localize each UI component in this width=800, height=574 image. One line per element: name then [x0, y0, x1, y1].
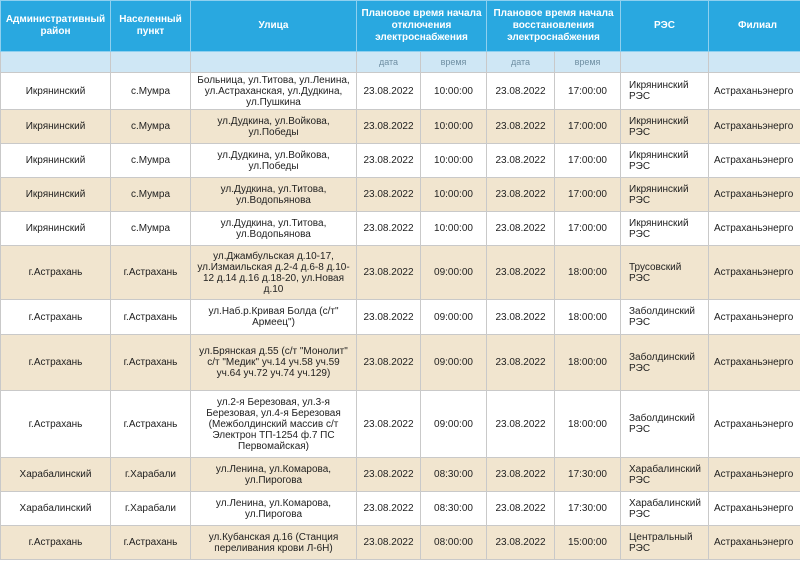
cell-street: ул.Дудкина, ул.Войкова, ул.Победы [191, 110, 357, 144]
cell-on-time: 17:00:00 [555, 212, 621, 246]
cell-res: Заболдинский РЭС [621, 335, 709, 391]
cell-settlement: г.Астрахань [111, 335, 191, 391]
cell-branch: Астраханьэнерго [709, 526, 800, 560]
cell-res: Харабалинский РЭС [621, 458, 709, 492]
cell-off-time: 10:00:00 [421, 144, 487, 178]
cell-branch: Астраханьэнерго [709, 335, 800, 391]
cell-branch: Астраханьэнерго [709, 391, 800, 458]
cell-branch: Астраханьэнерго [709, 110, 800, 144]
table-row [1, 300, 800, 335]
cell-street: ул.Дудкина, ул.Титова, ул.Водопьянова [191, 178, 357, 212]
cell-on-time: 17:00:00 [555, 178, 621, 212]
cell-res: Заболдинский РЭС [621, 391, 709, 458]
cell-off-time: 08:30:00 [421, 458, 487, 492]
cell-on-time: 15:00:00 [555, 526, 621, 560]
header-row [1, 1, 800, 52]
cell-res: Икрянинский РЭС [621, 212, 709, 246]
cell-street: ул.Наб.р.Кривая Болда (с/т" Армеец") [191, 300, 357, 335]
col-branch-header: Филиал [709, 1, 800, 52]
cell-off-time: 08:00:00 [421, 526, 487, 560]
cell-on-date: 23.08.2022 [487, 178, 555, 212]
cell-street: ул.Кубанская д.16 (Станция переливания крови Л-6Н) [191, 526, 357, 560]
subheader-on-date: дата [487, 52, 555, 73]
cell-street: ул.2-я Березовая, ул.3-я Березовая, ул.4-я Березовая (Межболдинский массив с/т Электрон ТП-1254 ф.7 ПС Первомайская) [191, 391, 357, 458]
cell-settlement: г.Астрахань [111, 391, 191, 458]
cell-off-time: 09:00:00 [421, 300, 487, 335]
cell-off-time: 09:00:00 [421, 391, 487, 458]
col-on-time-header: Плановое время начала восстановления электроснабжения [487, 1, 621, 52]
subheader-row [1, 52, 800, 73]
cell-district: Икрянинский [1, 178, 111, 212]
table-row [1, 246, 800, 300]
cell-off-date: 23.08.2022 [357, 492, 421, 526]
cell-on-time: 18:00:00 [555, 246, 621, 300]
cell-district: Икрянинский [1, 73, 111, 110]
cell-res: Заболдинский РЭС [621, 300, 709, 335]
cell-off-date: 23.08.2022 [357, 246, 421, 300]
cell-on-date: 23.08.2022 [487, 526, 555, 560]
subheader-empty [1, 52, 111, 73]
cell-off-date: 23.08.2022 [357, 178, 421, 212]
table-row [1, 110, 800, 144]
cell-district: г.Астрахань [1, 526, 111, 560]
cell-district: г.Астрахань [1, 300, 111, 335]
cell-street: Больница, ул.Титова, ул.Ленина, ул.Астраханская, ул.Дудкина, ул.Пушкина [191, 73, 357, 110]
cell-on-date: 23.08.2022 [487, 246, 555, 300]
cell-district: Икрянинский [1, 110, 111, 144]
subheader-empty [111, 52, 191, 73]
cell-off-time: 10:00:00 [421, 212, 487, 246]
cell-off-date: 23.08.2022 [357, 144, 421, 178]
cell-settlement: г.Астрахань [111, 300, 191, 335]
cell-settlement: с.Мумра [111, 73, 191, 110]
subheader-empty [191, 52, 357, 73]
cell-branch: Астраханьэнерго [709, 73, 800, 110]
subheader-off-date: дата [357, 52, 421, 73]
table-row [1, 458, 800, 492]
cell-res: Икрянинский РЭС [621, 73, 709, 110]
col-street-header: Улица [191, 1, 357, 52]
cell-district: г.Астрахань [1, 246, 111, 300]
cell-on-date: 23.08.2022 [487, 335, 555, 391]
cell-off-date: 23.08.2022 [357, 335, 421, 391]
cell-on-time: 18:00:00 [555, 335, 621, 391]
cell-branch: Астраханьэнерго [709, 212, 800, 246]
cell-on-date: 23.08.2022 [487, 73, 555, 110]
cell-district: г.Астрахань [1, 335, 111, 391]
cell-street: ул.Джамбульская д.10-17, ул.Измаильская д.2-4 д.6-8 д.10-12 д.14 д.16 д.18-20, ул.Новая д.10 [191, 246, 357, 300]
cell-res: Трусовский РЭС [621, 246, 709, 300]
cell-settlement: с.Мумра [111, 178, 191, 212]
table-row [1, 335, 800, 391]
cell-off-date: 23.08.2022 [357, 458, 421, 492]
cell-settlement: г.Харабали [111, 458, 191, 492]
table-row [1, 73, 800, 110]
cell-on-time: 17:30:00 [555, 492, 621, 526]
cell-branch: Астраханьэнерго [709, 458, 800, 492]
cell-street: ул.Брянская д.55 (с/т "Монолит" с/т "Медик" уч.14 уч.58 уч.59 уч.64 уч.72 уч.74 уч.129) [191, 335, 357, 391]
cell-off-time: 09:00:00 [421, 335, 487, 391]
col-district-header: Административный район [1, 1, 111, 52]
cell-branch: Астраханьэнерго [709, 178, 800, 212]
cell-branch: Астраханьэнерго [709, 144, 800, 178]
cell-street: ул.Дудкина, ул.Войкова, ул.Победы [191, 144, 357, 178]
cell-settlement: г.Харабали [111, 492, 191, 526]
cell-off-date: 23.08.2022 [357, 300, 421, 335]
cell-res: Харабалинский РЭС [621, 492, 709, 526]
cell-branch: Астраханьэнерго [709, 246, 800, 300]
cell-on-time: 18:00:00 [555, 391, 621, 458]
subheader-empty [709, 52, 800, 73]
subheader-off-time: время [421, 52, 487, 73]
cell-on-date: 23.08.2022 [487, 212, 555, 246]
cell-on-date: 23.08.2022 [487, 300, 555, 335]
subheader-on-time: время [555, 52, 621, 73]
cell-off-date: 23.08.2022 [357, 391, 421, 458]
cell-off-time: 08:30:00 [421, 492, 487, 526]
cell-branch: Астраханьэнерго [709, 492, 800, 526]
cell-district: Икрянинский [1, 212, 111, 246]
subheader-empty [621, 52, 709, 73]
cell-on-time: 17:30:00 [555, 458, 621, 492]
cell-street: ул.Ленина, ул.Комарова, ул.Пирогова [191, 458, 357, 492]
cell-off-date: 23.08.2022 [357, 212, 421, 246]
table-row [1, 526, 800, 560]
col-settlement-header: Населенный пункт [111, 1, 191, 52]
cell-settlement: с.Мумра [111, 110, 191, 144]
cell-on-time: 17:00:00 [555, 73, 621, 110]
cell-off-date: 23.08.2022 [357, 73, 421, 110]
cell-off-time: 10:00:00 [421, 73, 487, 110]
cell-street: ул.Ленина, ул.Комарова, ул.Пирогова [191, 492, 357, 526]
table-row [1, 144, 800, 178]
cell-res: Икрянинский РЭС [621, 178, 709, 212]
cell-off-date: 23.08.2022 [357, 526, 421, 560]
table-row [1, 492, 800, 526]
cell-district: Харабалинский [1, 492, 111, 526]
cell-on-time: 17:00:00 [555, 110, 621, 144]
table-row [1, 212, 800, 246]
cell-res: Икрянинский РЭС [621, 110, 709, 144]
table-row [1, 178, 800, 212]
cell-res: Икрянинский РЭС [621, 144, 709, 178]
cell-res: Центральный РЭС [621, 526, 709, 560]
cell-settlement: г.Астрахань [111, 246, 191, 300]
cell-settlement: с.Мумра [111, 212, 191, 246]
cell-on-time: 18:00:00 [555, 300, 621, 335]
cell-off-date: 23.08.2022 [357, 110, 421, 144]
cell-settlement: г.Астрахань [111, 526, 191, 560]
cell-on-date: 23.08.2022 [487, 391, 555, 458]
cell-branch: Астраханьэнерго [709, 300, 800, 335]
cell-off-time: 09:00:00 [421, 246, 487, 300]
cell-on-date: 23.08.2022 [487, 144, 555, 178]
cell-street: ул.Дудкина, ул.Титова, ул.Водопьянова [191, 212, 357, 246]
cell-district: Икрянинский [1, 144, 111, 178]
cell-settlement: с.Мумра [111, 144, 191, 178]
cell-on-date: 23.08.2022 [487, 492, 555, 526]
cell-off-time: 10:00:00 [421, 178, 487, 212]
cell-district: Харабалинский [1, 458, 111, 492]
col-off-time-header: Плановое время начала отключения электроснабжения [357, 1, 487, 52]
cell-on-time: 17:00:00 [555, 144, 621, 178]
cell-on-date: 23.08.2022 [487, 458, 555, 492]
cell-off-time: 10:00:00 [421, 110, 487, 144]
cell-district: г.Астрахань [1, 391, 111, 458]
col-res-header: РЭС [621, 1, 709, 52]
table-row [1, 391, 800, 458]
cell-on-date: 23.08.2022 [487, 110, 555, 144]
